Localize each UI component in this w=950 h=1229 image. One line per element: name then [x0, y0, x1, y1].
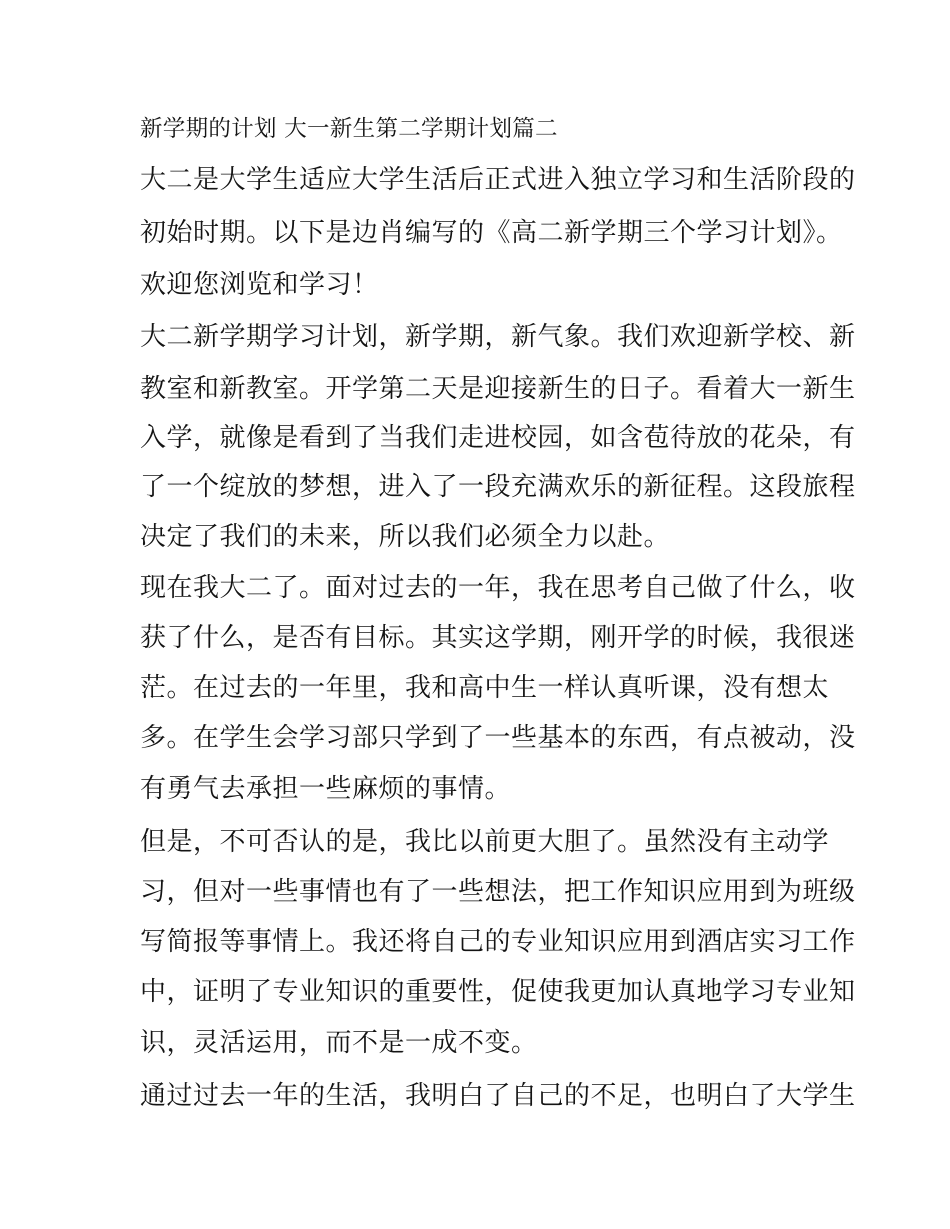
paragraph-4-line-2: 习，但对一些事情也有了一些想法，把工作知识应用到为班级: [140, 877, 856, 907]
document-title: 新学期的计划 大一新生第二学期计划篇二: [140, 116, 558, 142]
paragraph-2-line-3: 入学，就像是看到了当我们走进校园，如含苞待放的花朵，有: [140, 423, 856, 453]
paragraph-1-line-1: 大二是大学生适应大学生活后正式进入独立学习和生活阶段的: [140, 165, 856, 195]
paragraph-3-line-3: 茫。在过去的一年里，我和高中生一样认真听课，没有想太: [140, 673, 830, 703]
paragraph-2-line-2: 教室和新教室。开学第二天是迎接新生的日子。看着大一新生: [140, 374, 856, 404]
paragraph-4-line-4: 中，证明了专业知识的重要性，促使我更加认真地学习专业知: [140, 977, 856, 1007]
paragraph-2-line-4: 了一个绽放的梦想，进入了一段充满欢乐的新征程。这段旅程: [140, 472, 856, 502]
paragraph-4-line-5: 识，灵活运用，而不是一成不变。: [140, 1028, 538, 1058]
paragraph-3-line-5: 有勇气去承担一些麻烦的事情。: [140, 774, 512, 804]
paragraph-4-line-3: 写简报等事情上。我还将自己的专业知识应用到酒店实习工作: [140, 927, 856, 957]
paragraph-1-line-2: 初始时期。以下是边肖编写的《高二新学期三个学习计划》。: [140, 218, 843, 248]
paragraph-4-line-1: 但是，不可否认的是，我比以前更大胆了。虽然没有主动学: [140, 827, 830, 857]
paragraph-2-line-1: 大二新学期学习计划，新学期，新气象。我们欢迎新学校、新: [140, 322, 856, 352]
paragraph-3-line-2: 获了什么，是否有目标。其实这学期，刚开学的时候，我很迷: [140, 623, 856, 653]
paragraph-5-line-1: 通过过去一年的生活，我明白了自己的不足，也明白了大学生: [140, 1081, 856, 1111]
paragraph-3-line-4: 多。在学生会学习部只学到了一些基本的东西，有点被动，没: [140, 723, 856, 753]
paragraph-3-line-1: 现在我大二了。面对过去的一年，我在思考自己做了什么，收: [140, 573, 856, 603]
paragraph-2-line-5: 决定了我们的未来，所以我们必须全力以赴。: [140, 522, 671, 552]
paragraph-1-line-3: 欢迎您浏览和学习！: [140, 270, 379, 300]
